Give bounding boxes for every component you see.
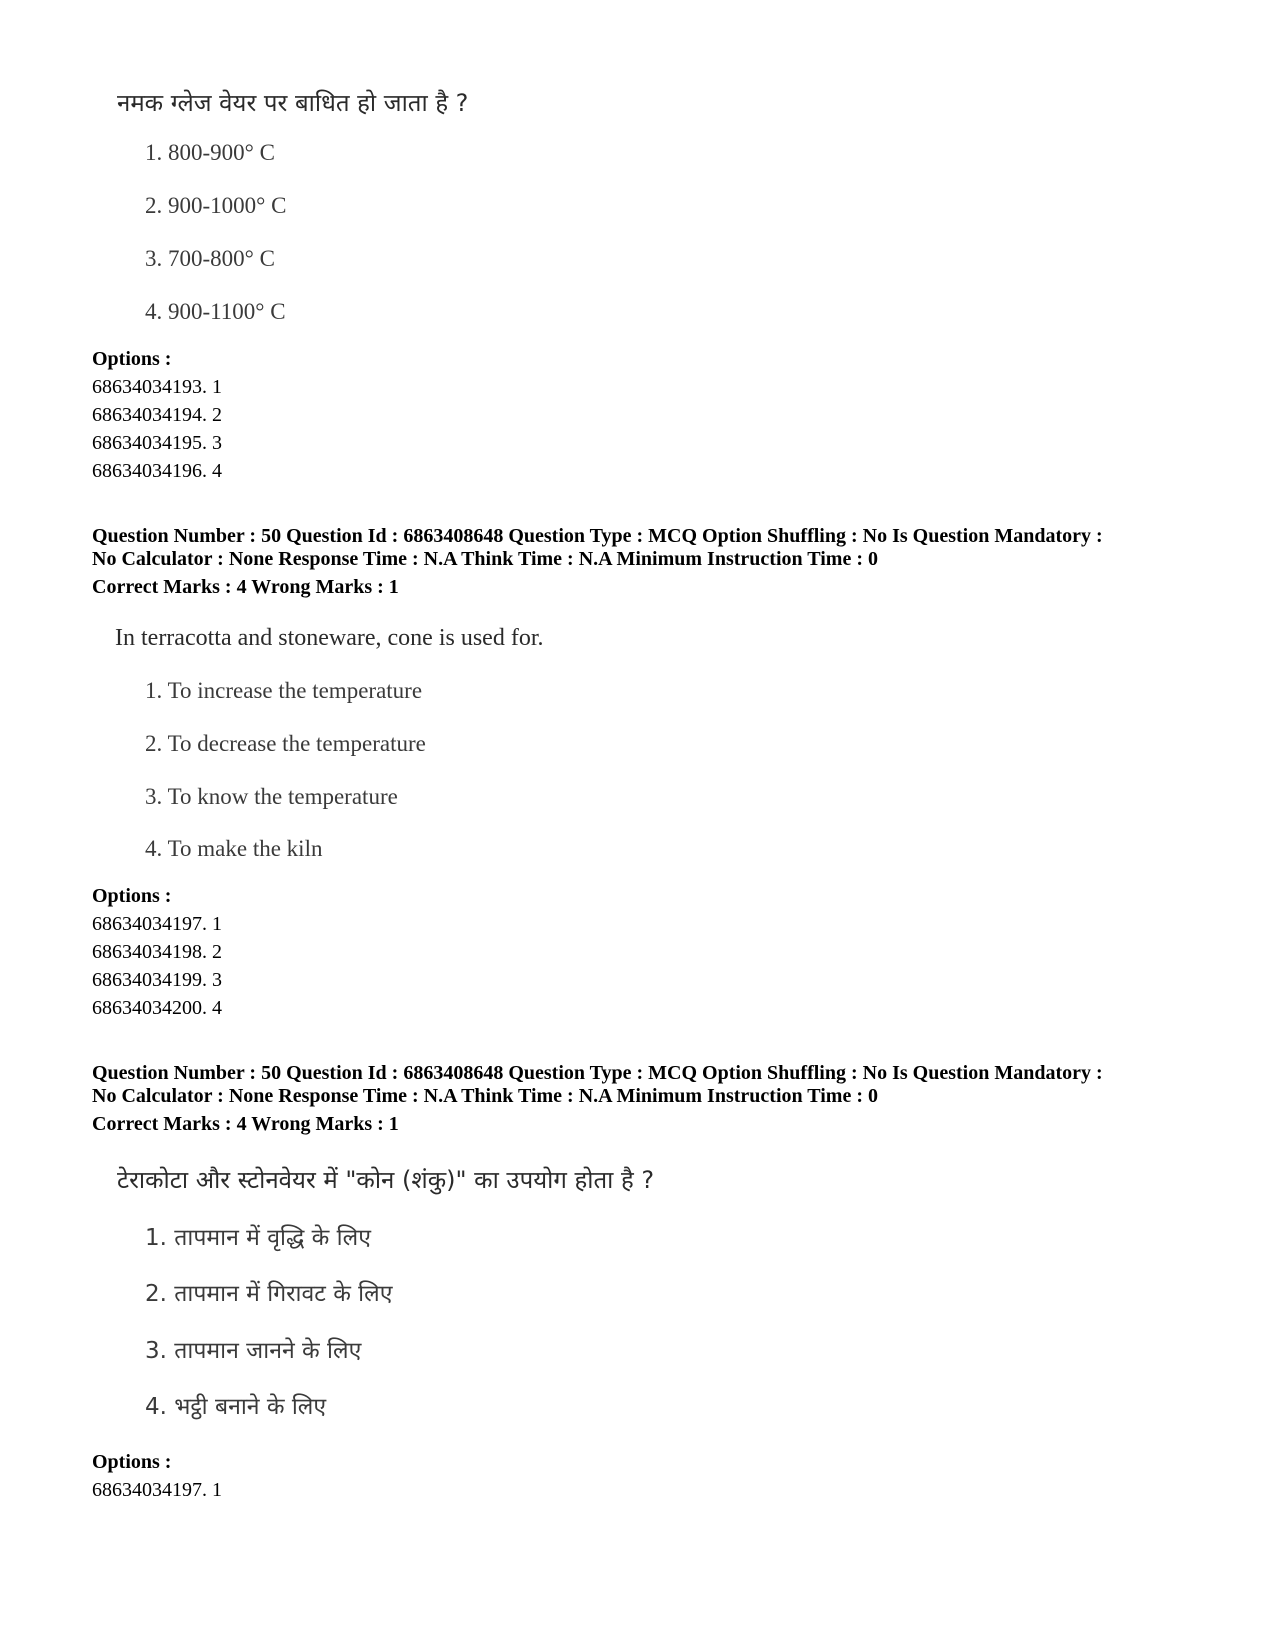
option-line: 68634034198. 2 — [92, 941, 222, 963]
question-choice: 4. भट्ठी बनाने के लिए — [145, 1394, 327, 1420]
question-choice: 1. To increase the temperature — [145, 678, 423, 703]
question-meta-line: Question Number : 50 Question Id : 6863408648 Question Type : MCQ Option Shuffling : No Is Question Mandatory : — [92, 525, 1103, 547]
question-choice: 4. 900-1100° C — [145, 299, 286, 324]
marks-line: Correct Marks : 4 Wrong Marks : 1 — [92, 576, 399, 598]
option-line: 68634034200. 4 — [92, 997, 222, 1019]
question-choice: 1. 800-900° C — [145, 140, 275, 165]
marks-line: Correct Marks : 4 Wrong Marks : 1 — [92, 1113, 399, 1135]
question-choice: 2. 900-1000° C — [145, 193, 287, 218]
question-choice: 3. तापमान जानने के लिए — [145, 1338, 362, 1364]
question-choice: 1. तापमान में वृद्धि के लिए — [145, 1225, 371, 1251]
options-heading: Options : — [92, 885, 172, 907]
options-heading: Options : — [92, 348, 172, 370]
question-image-text: In terracotta and stoneware, cone is used for. — [115, 625, 544, 651]
option-line: 68634034197. 1 — [92, 1479, 222, 1501]
option-line: 68634034196. 4 — [92, 460, 222, 482]
question-choice: 3. To know the temperature — [145, 784, 398, 809]
option-line: 68634034194. 2 — [92, 404, 222, 426]
question-image-text: नमक ग्लेज वेयर पर बाधित हो जाता है ? — [117, 89, 469, 117]
question-choice: 2. To decrease the temperature — [145, 731, 426, 756]
option-line: 68634034199. 3 — [92, 969, 222, 991]
option-line: 68634034197. 1 — [92, 913, 222, 935]
question-image-text: टेराकोटा और स्टोनवेयर में "कोन (शंकु)" का उपयोग होता है ? — [117, 1166, 655, 1194]
question-meta-line: No Calculator : None Response Time : N.A Think Time : N.A Minimum Instruction Time : 0 — [92, 548, 878, 570]
option-line: 68634034193. 1 — [92, 376, 222, 398]
question-choice: 2. तापमान में गिरावट के लिए — [145, 1281, 393, 1307]
question-meta-line: No Calculator : None Response Time : N.A Think Time : N.A Minimum Instruction Time : 0 — [92, 1085, 878, 1107]
question-meta-line: Question Number : 50 Question Id : 6863408648 Question Type : MCQ Option Shuffling : No Is Question Mandatory : — [92, 1062, 1103, 1084]
option-line: 68634034195. 3 — [92, 432, 222, 454]
question-choice: 3. 700-800° C — [145, 246, 275, 271]
question-choice: 4. To make the kiln — [145, 836, 323, 861]
options-heading: Options : — [92, 1451, 172, 1473]
